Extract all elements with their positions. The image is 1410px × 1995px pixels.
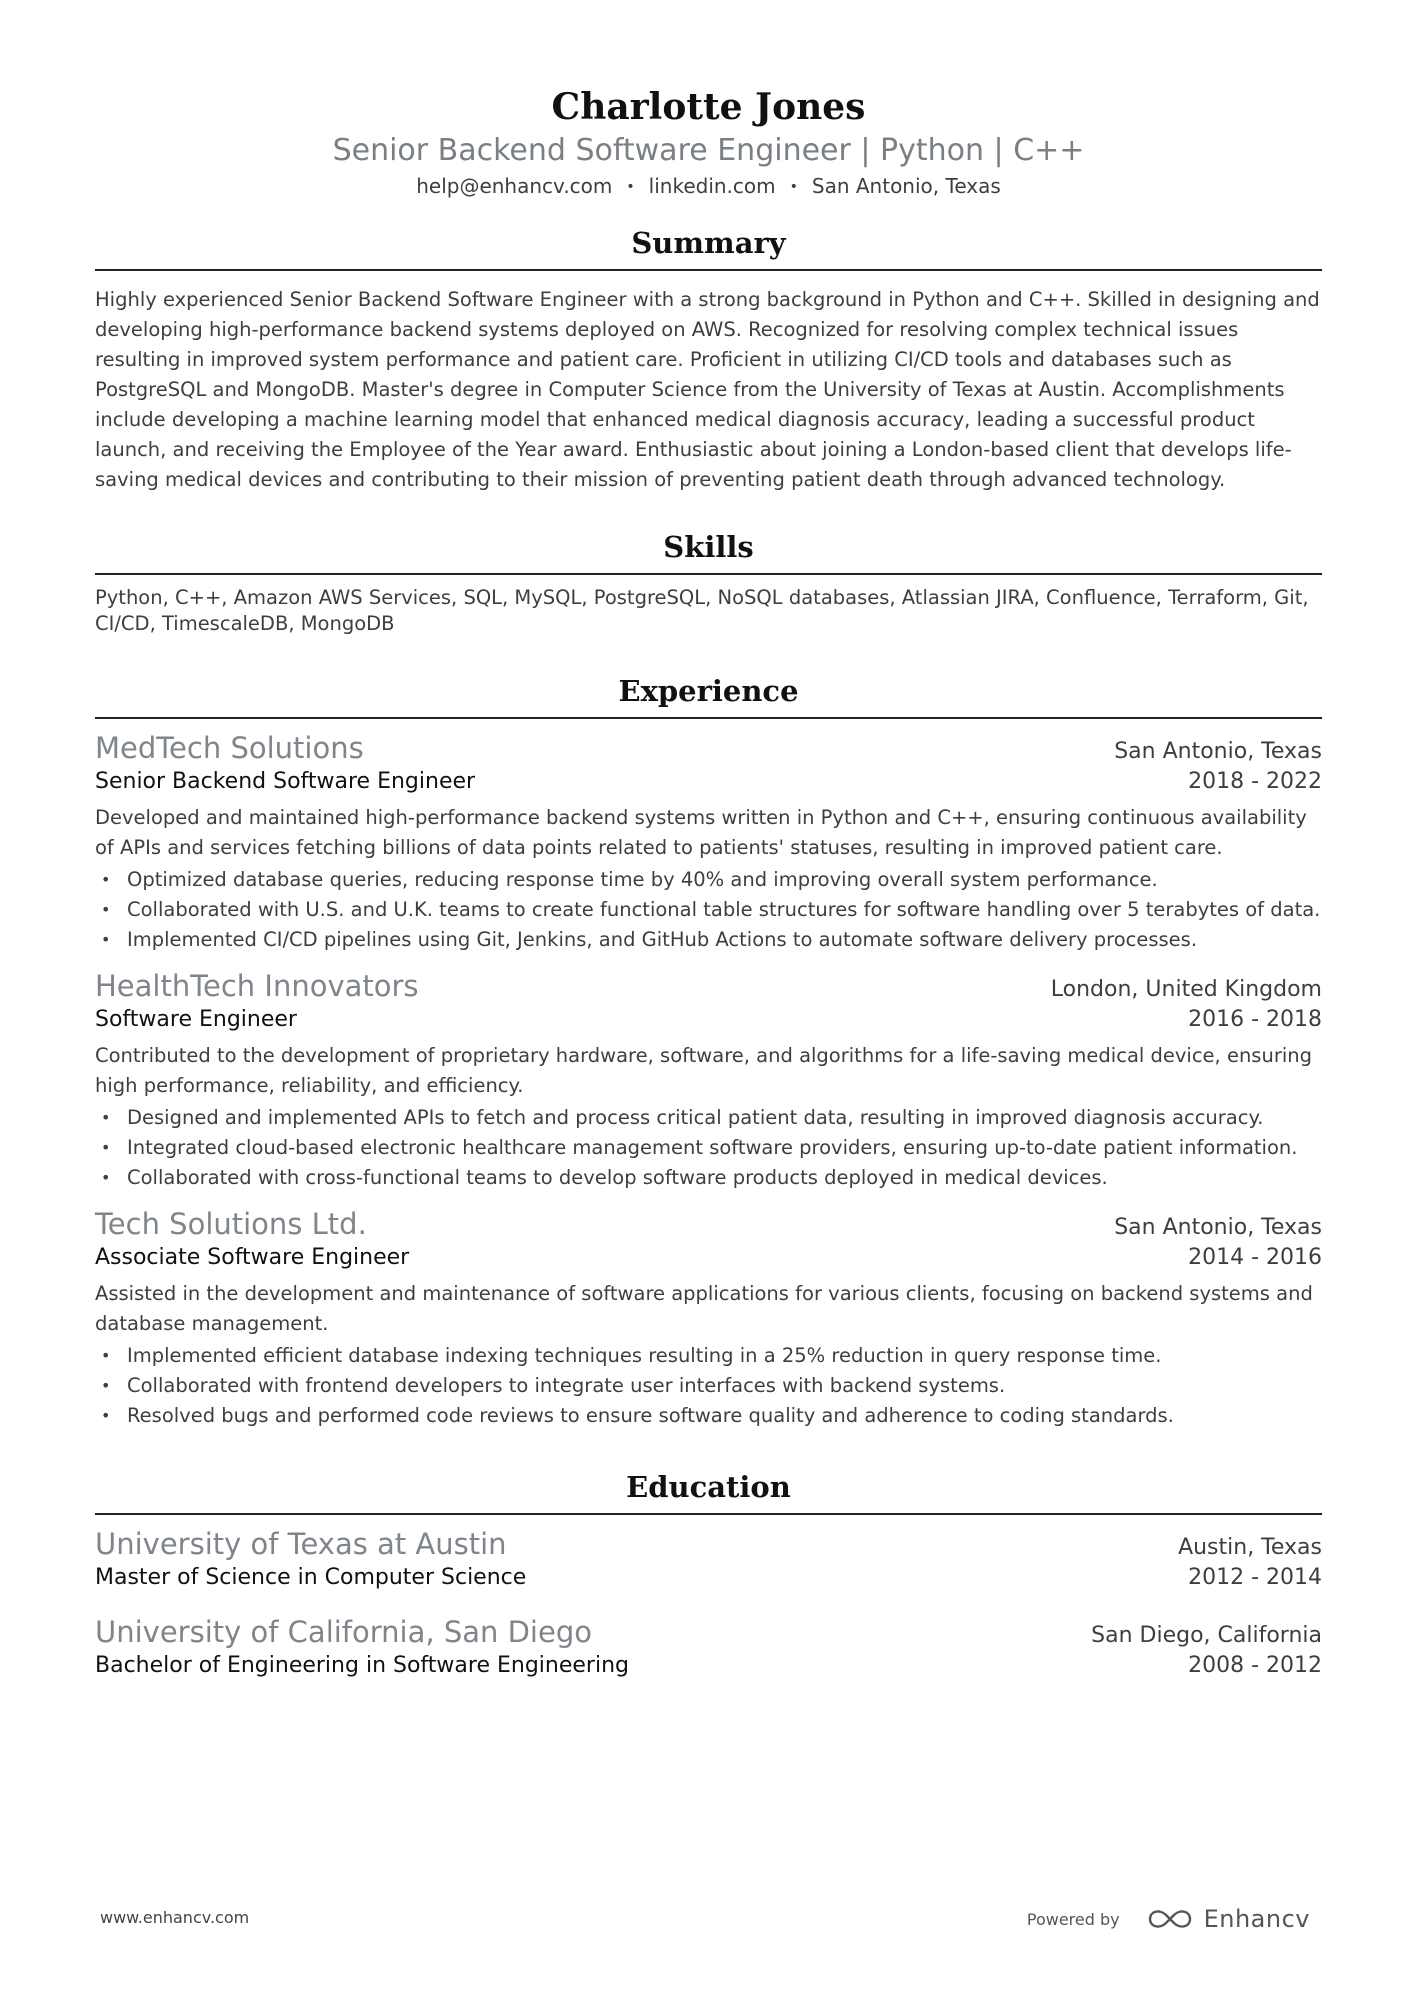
entry-header-row <box>95 1205 1322 1243</box>
section-heading-summary: Summary <box>95 223 1322 271</box>
powered-by-label: Powered by <box>1026 1909 1120 1929</box>
entry-description: Developed and maintained high-performance backend systems written in Python and C++, ensuring continuous availability of APIs and services fetching billions of data points related to patients' statuses, resulting in improved patient care. <box>95 806 1307 859</box>
entry-header-row <box>95 1525 1322 1563</box>
experience-section <box>95 671 1322 1431</box>
enhancv-brand-name: Enhancv <box>1203 1905 1310 1933</box>
entry-location: San Antonio, Texas <box>1114 739 1322 764</box>
summary-section <box>95 223 1322 495</box>
achievement-list <box>95 1341 1322 1431</box>
contact-separator: • <box>626 179 635 195</box>
contact-email[interactable]: help@enhancv.com <box>416 174 613 198</box>
summary-text: Highly experienced Senior Backend Software Engineer with a strong background in Python and C++. Skilled in designing and developing high-performance backend systems deployed on AWS. Recognized for resolving complex technical issues resulting in improved system performance and patient care. Proficient in utilizing CI/CD tools and databases such as PostgreSQL and MongoDB. Master's degree in Computer Science from the University of Texas at Austin. Accomplishments include developing a machine learning model that enhanced medical diagnosis accuracy, leading a successful product launch, and receiving the Employee of the Year award. Enthusiastic about joining a London-based client that develops life-saving medical devices and contributing to their mission of preventing patient death through advanced technology. <box>95 288 1320 491</box>
entry-dates: 2012 - 2014 <box>1188 1565 1322 1590</box>
entry-role-row <box>95 767 1322 797</box>
section-heading-experience: Experience <box>95 671 1322 719</box>
list-item: • Integrated cloud-based electronic healthcare management software providers, ensuring up-to-date patient information. <box>95 1133 1322 1163</box>
degree-name: Bachelor of Engineering in Software Engineering <box>95 1653 629 1678</box>
entry-degree-row <box>95 1563 1322 1593</box>
entry-dates: 2008 - 2012 <box>1188 1653 1322 1678</box>
contact-separator: • <box>789 179 798 195</box>
footer-url-link[interactable]: www.enhancv.com <box>100 1908 250 1927</box>
entry-dates: 2014 - 2016 <box>1188 1245 1322 1270</box>
list-item: • Optimized database queries, reducing response time by 40% and improving overall system performance. <box>95 865 1322 895</box>
entry-dates: 2018 - 2022 <box>1188 769 1322 794</box>
list-item: • Implemented efficient database indexing techniques resulting in a 25% reduction in query response time. <box>95 1341 1322 1371</box>
contact-linkedin[interactable]: linkedin.com <box>648 174 776 198</box>
job-role: Software Engineer <box>95 1007 297 1032</box>
education-entry <box>95 1613 1322 1681</box>
entry-description: Contributed to the development of proprietary hardware, software, and algorithms for a life-saving medical device, ensuring high performance, reliability, and efficiency. <box>95 1044 1312 1097</box>
education-entry <box>95 1525 1322 1593</box>
entry-location: Austin, Texas <box>1178 1535 1322 1560</box>
powered-by-badge[interactable] <box>1027 1900 1310 1938</box>
list-item: • Collaborated with cross-functional teams to develop software products deployed in medical devices. <box>95 1163 1322 1193</box>
skills-text: Python, C++, Amazon AWS Services, SQL, MySQL, PostgreSQL, NoSQL databases, Atlassian JIRA, Confluence, Terraform, Git, CI/CD, TimescaleDB, MongoDB <box>95 586 1309 635</box>
entry-header-row <box>95 1613 1322 1651</box>
section-heading-skills: Skills <box>95 527 1322 575</box>
achievement-list <box>95 865 1322 955</box>
experience-entry <box>95 1205 1322 1431</box>
entry-description: Assisted in the development and maintenance of software applications for various clients, focusing on backend systems and database management. <box>95 1282 1313 1335</box>
skills-section <box>95 527 1322 637</box>
company-name: HealthTech Innovators <box>95 969 419 1003</box>
entry-degree-row <box>95 1651 1322 1681</box>
company-name: MedTech Solutions <box>95 731 364 765</box>
degree-name: Master of Science in Computer Science <box>95 1565 527 1590</box>
achievement-list <box>95 1103 1322 1193</box>
entry-location: San Diego, California <box>1091 1623 1322 1648</box>
entry-role-row <box>95 1005 1322 1035</box>
job-role: Associate Software Engineer <box>95 1245 410 1270</box>
school-name: University of Texas at Austin <box>95 1527 507 1561</box>
entry-location: London, United Kingdom <box>1050 977 1322 1002</box>
experience-entry <box>95 729 1322 955</box>
entry-dates: 2016 - 2018 <box>1188 1007 1322 1032</box>
resume-header <box>95 0 1322 201</box>
candidate-name: Charlotte Jones <box>551 86 866 128</box>
job-role: Senior Backend Software Engineer <box>95 769 476 794</box>
contact-line <box>95 172 1322 201</box>
page-footer <box>100 1900 1310 1940</box>
entry-header-row <box>95 967 1322 1005</box>
enhancv-logo-icon <box>1146 1905 1194 1933</box>
list-item: • Implemented CI/CD pipelines using Git, Jenkins, and GitHub Actions to automate software delivery processes. <box>95 925 1322 955</box>
list-item: • Collaborated with frontend developers to integrate user interfaces with backend systems. <box>95 1371 1322 1401</box>
education-section <box>95 1467 1322 1681</box>
school-name: University of California, San Diego <box>95 1615 592 1649</box>
list-item: • Resolved bugs and performed code reviews to ensure software quality and adherence to coding standards. <box>95 1401 1322 1431</box>
list-item: • Collaborated with U.S. and U.K. teams to create functional table structures for software handling over 5 terabytes of data. <box>95 895 1322 925</box>
entry-role-row <box>95 1243 1322 1273</box>
contact-location: San Antonio, Texas <box>811 174 1001 198</box>
list-item: • Designed and implemented APIs to fetch and process critical patient data, resulting in improved diagnosis accuracy. <box>95 1103 1322 1133</box>
experience-entry <box>95 967 1322 1193</box>
resume-page <box>95 0 1322 1995</box>
entry-location: San Antonio, Texas <box>1114 1215 1322 1240</box>
entry-header-row <box>95 729 1322 767</box>
company-name: Tech Solutions Ltd. <box>95 1207 367 1241</box>
section-heading-education: Education <box>95 1467 1322 1515</box>
candidate-title: Senior Backend Software Engineer | Python | C++ <box>332 133 1085 168</box>
